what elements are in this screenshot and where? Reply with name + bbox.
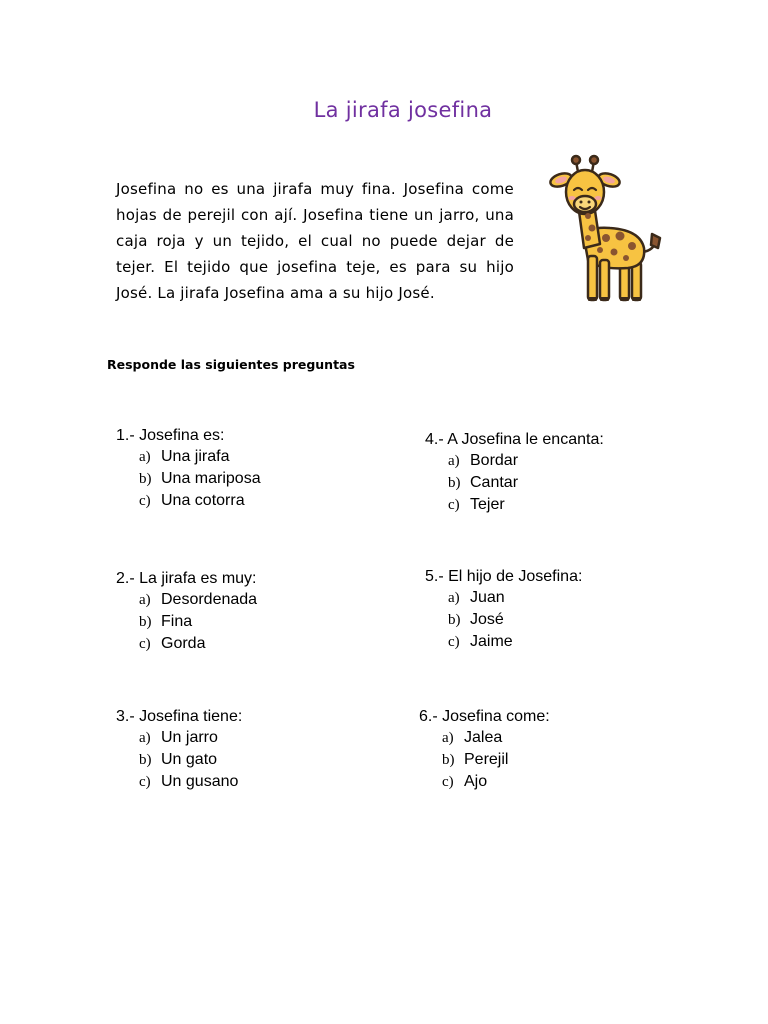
option-c (448, 494, 604, 516)
option-a (139, 446, 261, 468)
option-letter: a) (448, 453, 460, 469)
option-b (139, 611, 257, 633)
option-letter: a) (139, 730, 151, 746)
option-c (139, 771, 242, 793)
option-b (448, 609, 582, 631)
option-b (139, 749, 242, 771)
option-label: Un gato (161, 751, 218, 768)
option-list (419, 727, 550, 793)
option-letter: b) (448, 475, 461, 491)
option-c (139, 490, 261, 512)
option-letter: c) (139, 774, 151, 790)
option-label: Gorda (161, 635, 206, 652)
option-a (139, 589, 257, 611)
option-list (116, 446, 261, 512)
question-1 (116, 425, 261, 512)
option-label: Juan (470, 589, 505, 606)
question-3 (116, 706, 242, 793)
option-letter: c) (448, 634, 460, 650)
question-text: 3.- Josefina tiene: (116, 708, 243, 725)
option-letter: c) (448, 497, 460, 513)
option-list (425, 587, 582, 653)
option-a (448, 587, 582, 609)
instructions-heading: Responde las siguientes preguntas (107, 357, 355, 372)
option-list (425, 450, 604, 516)
option-label: Desordenada (161, 591, 258, 608)
option-label: Jalea (464, 729, 503, 746)
option-label: Tejer (470, 496, 505, 513)
option-label: Un jarro (161, 729, 218, 746)
option-letter: a) (139, 449, 151, 465)
option-letter: b) (442, 752, 455, 768)
option-label: Una cotorra (161, 492, 245, 509)
option-a (139, 727, 242, 749)
option-letter: c) (442, 774, 454, 790)
option-b (442, 749, 550, 771)
question-4 (425, 429, 604, 516)
option-label: Bordar (470, 452, 519, 469)
option-letter: b) (448, 612, 461, 628)
option-letter: a) (448, 590, 460, 606)
option-a (442, 727, 550, 749)
option-c (442, 771, 550, 793)
question-text: 5.- El hijo de Josefina: (425, 568, 583, 585)
option-letter: b) (139, 614, 152, 630)
option-label: Fina (161, 613, 193, 630)
option-label: Una mariposa (161, 470, 261, 487)
question-text: 2.- La jirafa es muy: (116, 570, 257, 587)
question-text: 4.- A Josefina le encanta: (425, 431, 604, 448)
option-letter: b) (139, 471, 152, 487)
option-letter: c) (139, 493, 151, 509)
option-letter: c) (139, 636, 151, 652)
option-letter: b) (139, 752, 152, 768)
page-title: La jirafa josefina (313, 98, 493, 122)
option-label: Perejil (464, 751, 509, 768)
option-label: Una jirafa (161, 448, 230, 465)
option-b (448, 472, 604, 494)
option-label: Ajo (464, 773, 488, 790)
option-label: Un gusano (161, 773, 239, 790)
giraffe-icon (548, 152, 668, 308)
option-label: Cantar (470, 474, 519, 491)
question-2 (116, 568, 257, 655)
option-a (448, 450, 604, 472)
option-label: José (470, 611, 504, 628)
option-label: Jaime (470, 633, 513, 650)
story-paragraph: Josefina no es una jirafa muy fina. Josefina come hojas de perejil con ají. Josefina tiene un jarro, una caja roja y un tejido, el cual no puede dejar de tejer. El tejido que josefina teje, es para su hijo José. La jirafa Josefina ama a su hijo José. (116, 180, 514, 302)
option-list (116, 589, 257, 655)
option-b (139, 468, 261, 490)
option-letter: a) (442, 730, 454, 746)
question-text: 1.- Josefina es: (116, 427, 225, 444)
option-list (116, 727, 242, 793)
question-text: 6.- Josefina come: (419, 708, 550, 725)
option-c (448, 631, 582, 653)
question-5 (425, 566, 582, 653)
option-letter: a) (139, 592, 151, 608)
question-6 (419, 706, 550, 793)
option-c (139, 633, 257, 655)
